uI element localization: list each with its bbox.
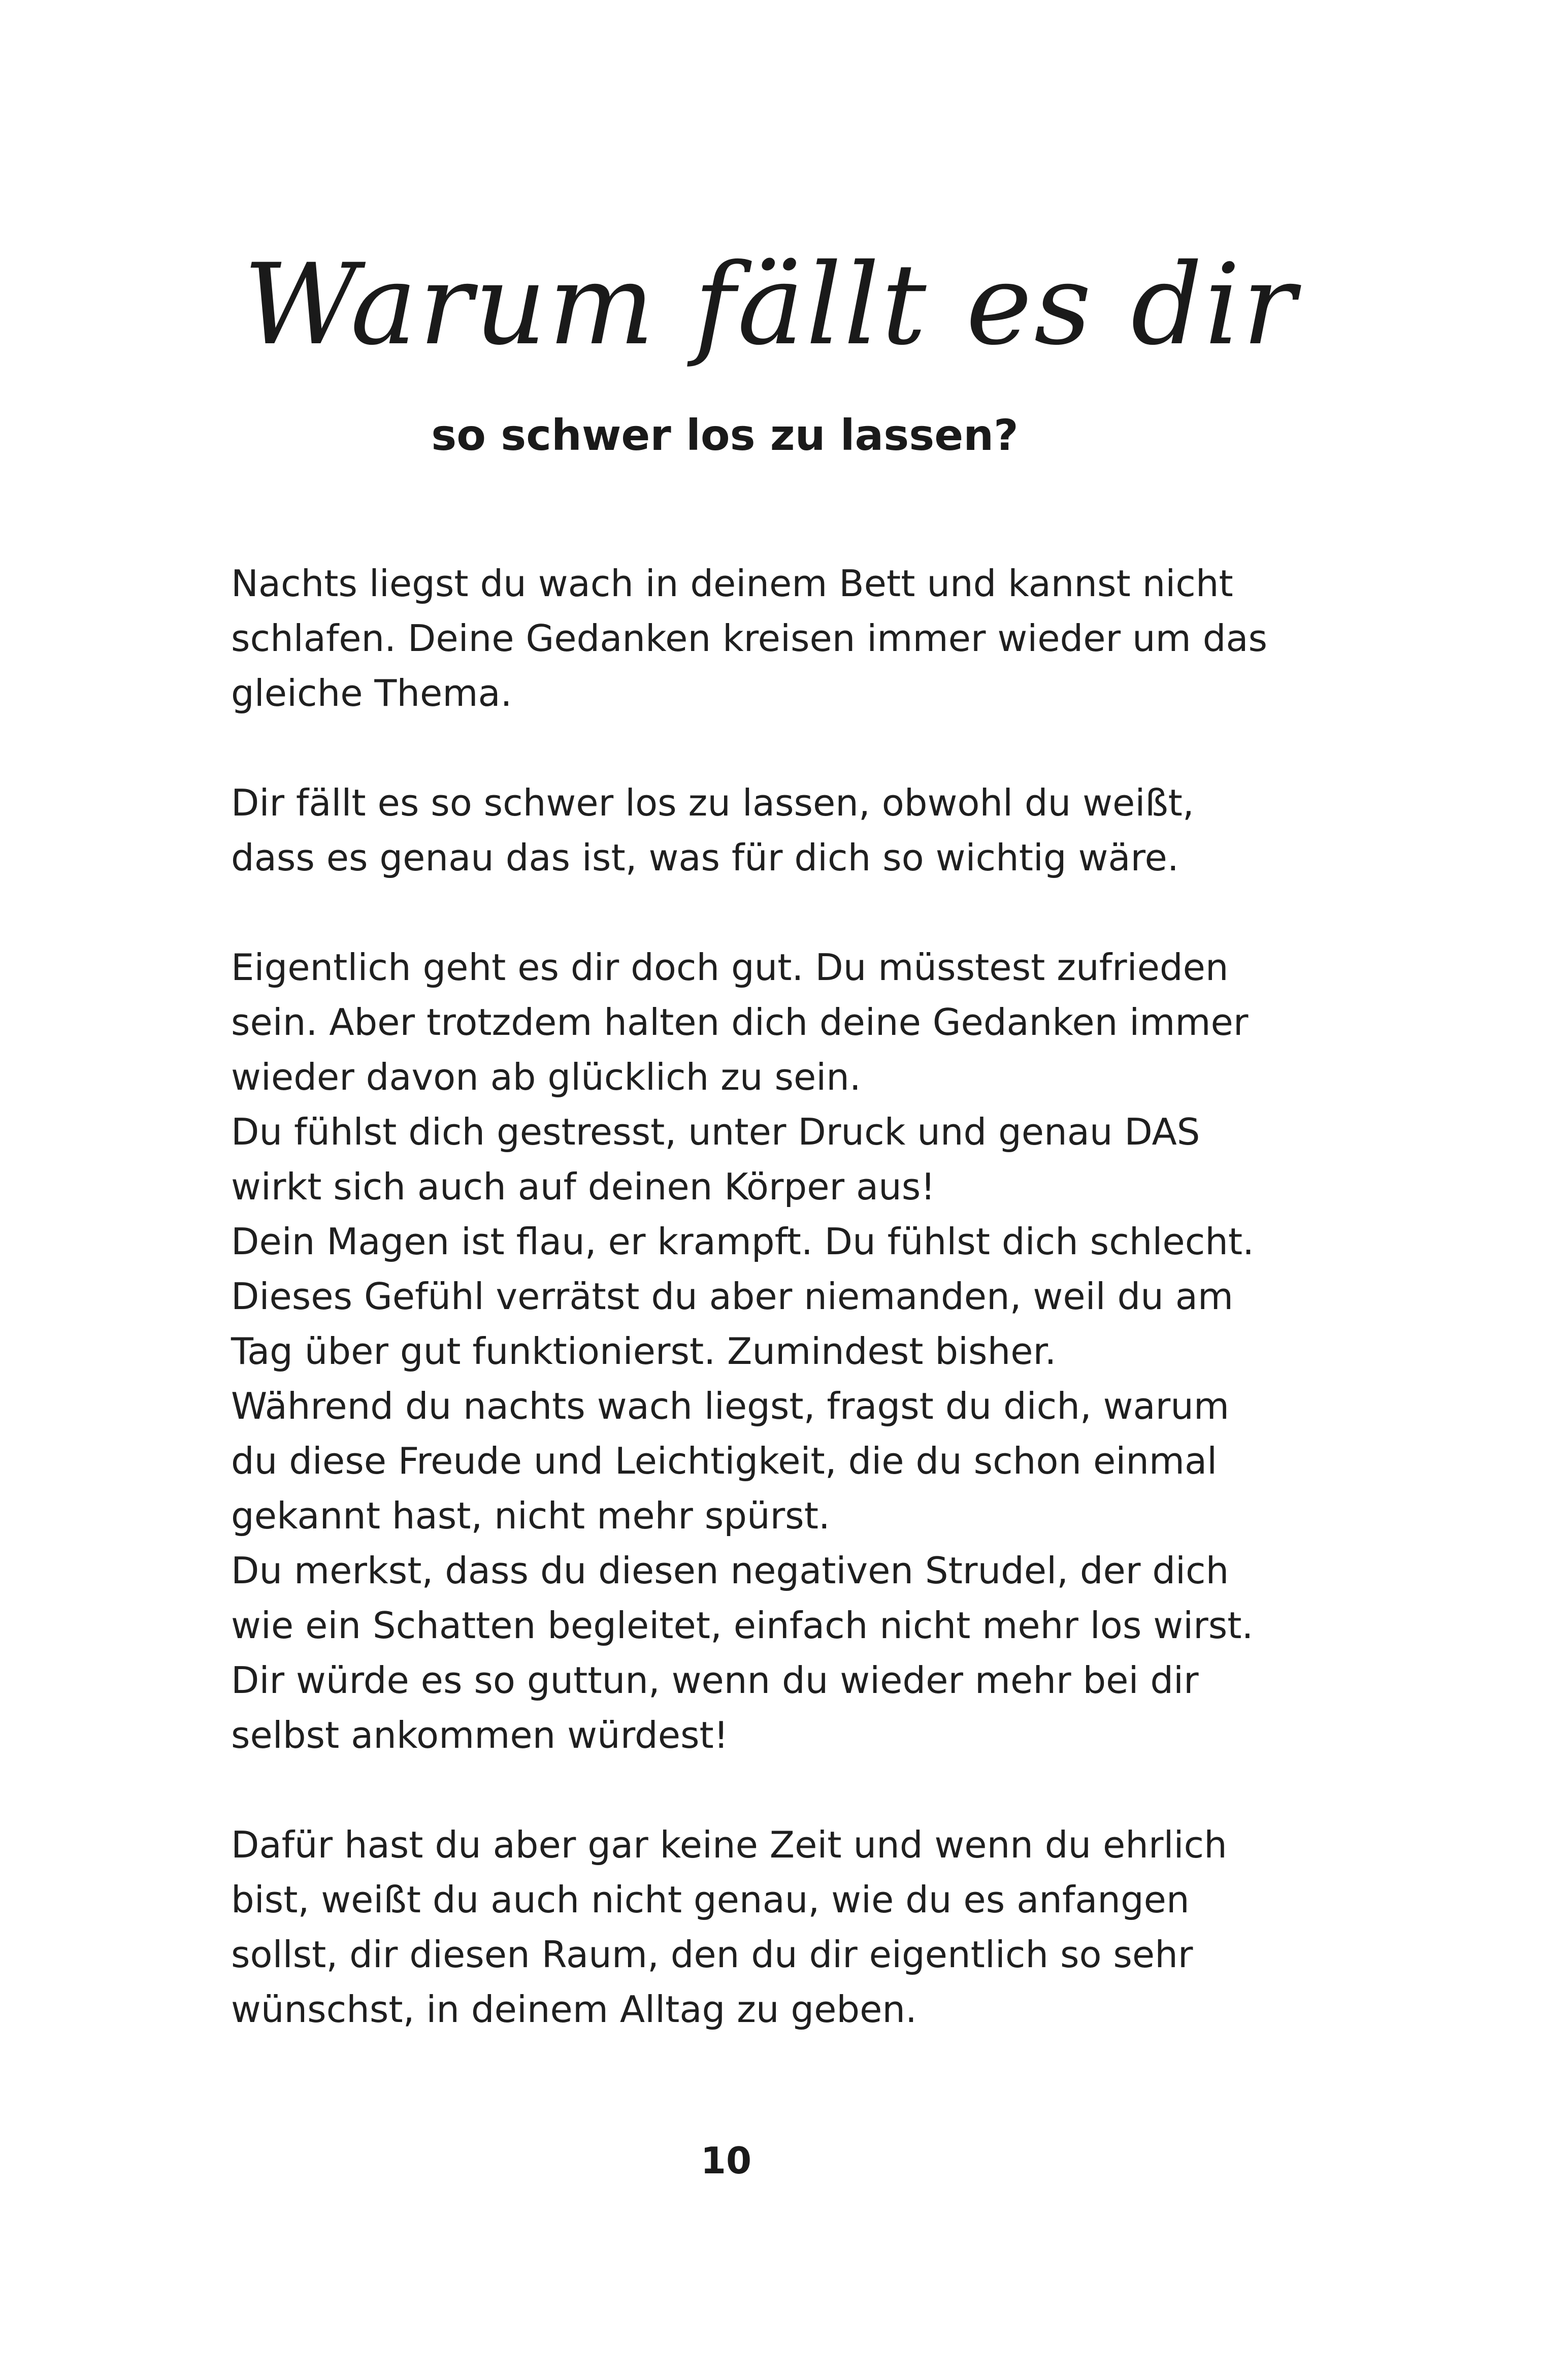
text-line: Dieses Gefühl verrätst du aber niemanden, weil du am — [231, 1275, 1233, 1318]
paragraph — [231, 775, 1272, 885]
text-line: wie ein Schatten begleitet, einfach nicht mehr los wirst. — [231, 1604, 1254, 1647]
page-subtitle: so schwer los zu lassen? — [431, 410, 1019, 460]
body-text — [231, 556, 1272, 2037]
text-line: bist, weißt du auch nicht genau, wie du es anfangen — [231, 1878, 1190, 1921]
text-line: Du fühlst dich gestresst, unter Druck und genau DAS — [231, 1111, 1200, 1153]
text-line: Du merkst, dass du diesen negativen Strudel, der dich — [231, 1549, 1229, 1592]
paragraph — [231, 556, 1272, 721]
text-line: Dir würde es so guttun, wenn du wieder mehr bei dir — [231, 1659, 1199, 1702]
page-title: Warum fällt es dir — [243, 240, 1298, 370]
text-line: dass es genau das ist, was für dich so wichtig wäre. — [231, 836, 1179, 879]
text-line: Eigentlich geht es dir doch gut. Du müsstest zufrieden — [231, 946, 1229, 989]
text-line: gekannt hast, nicht mehr spürst. — [231, 1494, 830, 1537]
paragraph-gap — [231, 885, 1272, 940]
text-line: sein. Aber trotzdem halten dich deine Gedanken immer — [231, 1001, 1249, 1044]
text-line: wirkt sich auch auf deinen Körper aus! — [231, 1165, 936, 1208]
paragraph — [231, 1817, 1272, 2037]
text-line: wünschst, in deinem Alltag zu geben. — [231, 1988, 917, 2031]
text-line: Tag über gut funktionierst. Zumindest bisher. — [231, 1330, 1057, 1373]
text-line: selbst ankommen würdest! — [231, 1714, 729, 1756]
paragraph-gap — [231, 721, 1272, 775]
text-line: wieder davon ab glücklich zu sein. — [231, 1056, 861, 1098]
text-line: Dein Magen ist flau, er krampft. Du fühlst dich schlecht. — [231, 1220, 1255, 1263]
page-number: 10 — [700, 2139, 752, 2182]
text-line: Dafür hast du aber gar keine Zeit und wenn du ehrlich — [231, 1823, 1227, 1866]
text-line: Nachts liegst du wach in deinem Bett und kannst nicht — [231, 562, 1233, 605]
text-line: Während du nachts wach liegst, fragst du dich, warum — [231, 1385, 1230, 1427]
paragraph — [231, 940, 1272, 1763]
paragraph-gap — [231, 1763, 1272, 1817]
text-line: sollst, dir diesen Raum, den du dir eigentlich so sehr — [231, 1933, 1193, 1976]
text-line: gleiche Thema. — [231, 672, 512, 714]
text-line: Dir fällt es so schwer los zu lassen, obwohl du weißt, — [231, 781, 1194, 824]
text-line: du diese Freude und Leichtigkeit, die du schon einmal — [231, 1440, 1218, 1482]
text-line: schlafen. Deine Gedanken kreisen immer wieder um das — [231, 617, 1268, 660]
